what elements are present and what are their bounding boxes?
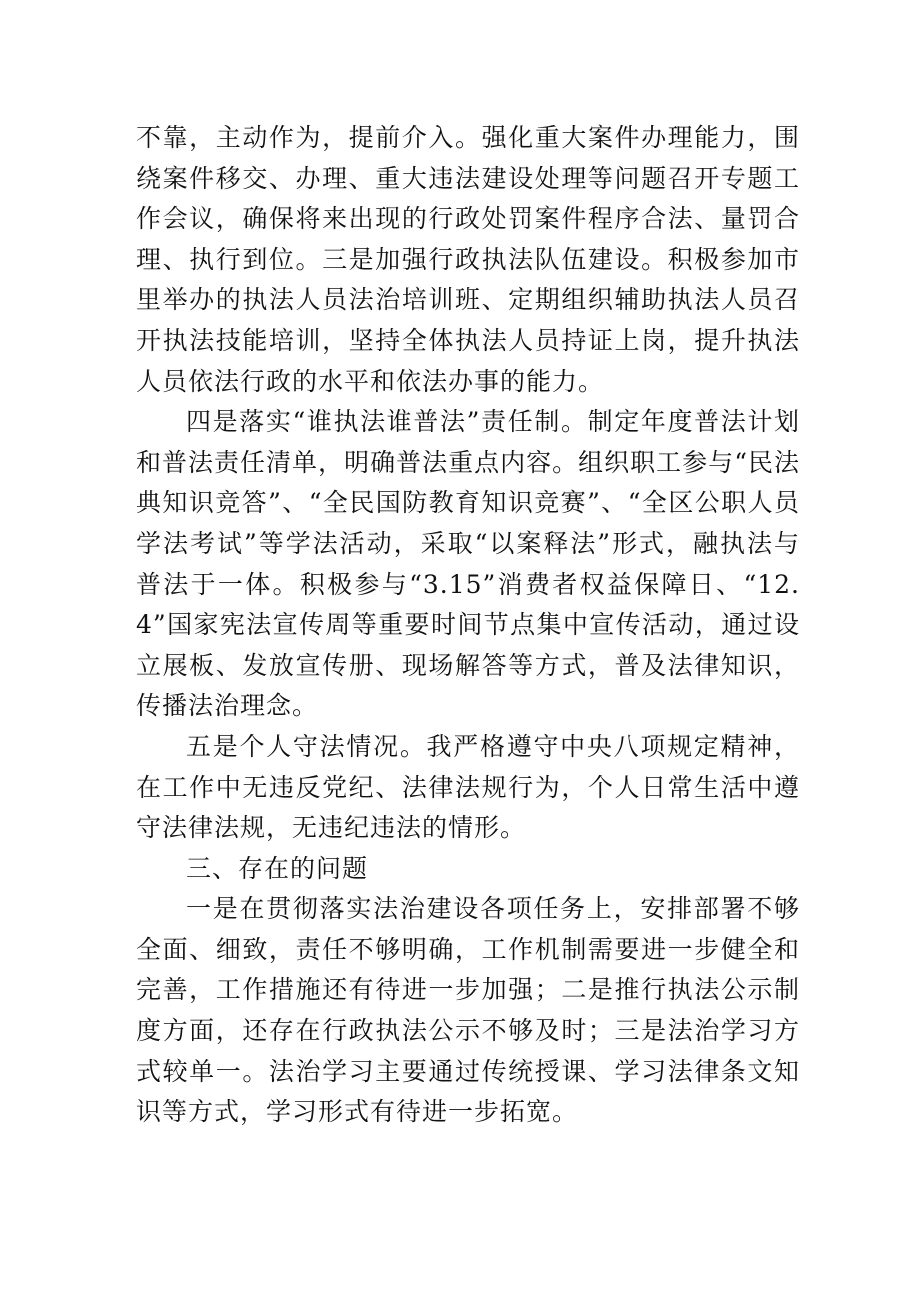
section-heading-existing-problems: 三、存在的问题 (186, 853, 369, 883)
paragraph-personal-law-abiding: 五是个人守法情况。我严格遵守中央八项规定精神，在工作中无违反党纪、法律法规行为，个人日常生活中遵守法律法规，无违纪违法的情形。 (136, 731, 800, 843)
paragraph-problems: 一是在贯彻落实法治建设各项任务上，安排部署不够全面、细致，责任不够明确，工作机制需要进一步健全和完善，工作措施还有待进一步加强；二是推行执法公示制度方面，还存在行政执法公示不够及时；三是法治学习方式较单一。法治学习主要通过传统授课、学习法律条文知识等方式，学习形式有待进一步拓宽。 (136, 894, 800, 1127)
paragraph-continuation: 不靠，主动作为，提前介入。强化重大案件办理能力，围绕案件移交、办理、重大违法建设处理等问题召开专题工作会议，确保将来出现的行政处罚案件程序合法、量罚合理、执行到位。三是加强行政执法队伍建设。积极参加市里举办的执法人员法治培训班、定期组织辅助执法人员召开执法技能培训，坚持全体执法人员持证上岗，提升执法人员依法行政的水平和依法办事的能力。 (136, 123, 800, 396)
paragraph-universal-law-education: 四是落实“谁执法谁普法”责任制。制定年度普法计划和普法责任清单，明确普法重点内容。组织职工参与“民法典知识竞答”、“全民国防教育知识竞赛”、“全区公职人员学法考试”等学法活动，采取“以案释法”形式，融执法与普法于一体。积极参与“3.15”消费者权益保障日、“12.4”国家宪法宣传周等重要时间节点集中宣传活动，通过设立展板、发放宣传册、现场解答等方式，普及法律知识，传播法治理念。 (136, 407, 800, 721)
